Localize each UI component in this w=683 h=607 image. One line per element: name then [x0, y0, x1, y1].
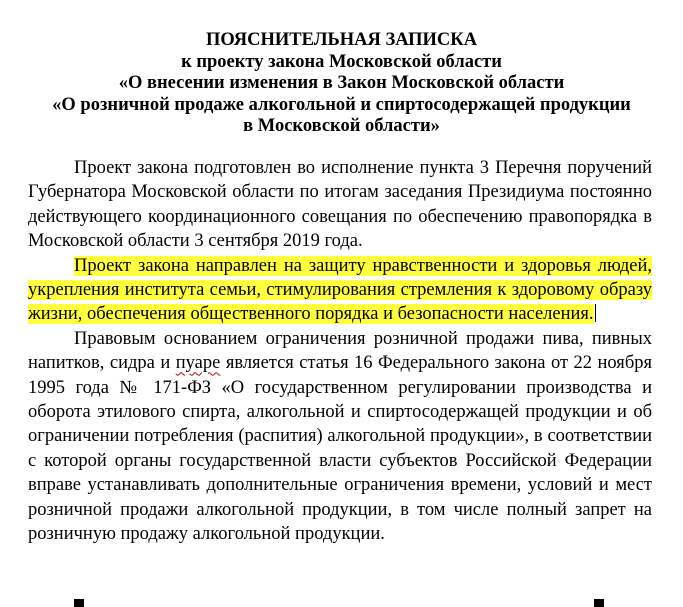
- cutoff-glyph-fragment: [74, 599, 84, 607]
- paragraph-legal-basis-text-end: является статья 16 Федерального закона от 22 ноября 1995 года № 171-ФЗ «О государственном регулировании производства и оборота этилового спирта, алкогольной и спиртосодержащей продукции и об ограничении потребления (распития) алкогольной продукции», в соответствии с которой органы государственной власти субъектов Российской Федерации вправе устанавливать дополнительные ограничения времени, условий и мест розничной продажи алкогольной продукции, в том числе полный запрет на розничную продажу алкогольной продукции.: [28, 353, 652, 545]
- paragraph-basis-text: Проект закона подготовлен во исполнение пункта 3 Перечня поручений Губернатора Московской области по итогам заседания Президиума постоянно действующего координационного совещания по обеспечению правопорядка в Московской области 3 сентября 2019 года.: [28, 158, 652, 252]
- spellcheck-flagged-word[interactable]: пуаре: [175, 353, 221, 374]
- paragraph-purpose[interactable]: [28, 254, 652, 327]
- heading-law-title-line-2: «О розничной продаже алкогольной и спиртосодержащей продукции: [52, 94, 631, 115]
- document-body[interactable]: [28, 156, 652, 547]
- heading-subtitle: к проекту закона Московской области: [181, 51, 502, 72]
- highlighted-text: Проект закона направлен на защиту нравственности и здоровья людей, укрепления института семьи, стимулирования стремления к здоровому образу жизни, обеспечения общественного порядка и безопасности населения.: [28, 255, 652, 325]
- heading-law-title-line-1: «О внесении изменения в Закон Московской области: [118, 73, 565, 93]
- paragraph-legal-basis-text-start: Правовым основанием ограничения розничной продажи пива, пивных напитков, сидра и: [28, 328, 652, 374]
- next-line-cutoff: [28, 597, 668, 607]
- text-cursor: [595, 304, 596, 322]
- heading-law-title-line-3: в Московской области»: [243, 116, 440, 136]
- paragraph-legal-basis[interactable]: [28, 327, 652, 547]
- document-heading: [0, 30, 683, 138]
- paragraph-basis[interactable]: [28, 156, 652, 254]
- cutoff-glyph-fragment: [594, 599, 604, 607]
- heading-title: ПОЯСНИТЕЛЬНАЯ ЗАПИСКА: [205, 30, 478, 50]
